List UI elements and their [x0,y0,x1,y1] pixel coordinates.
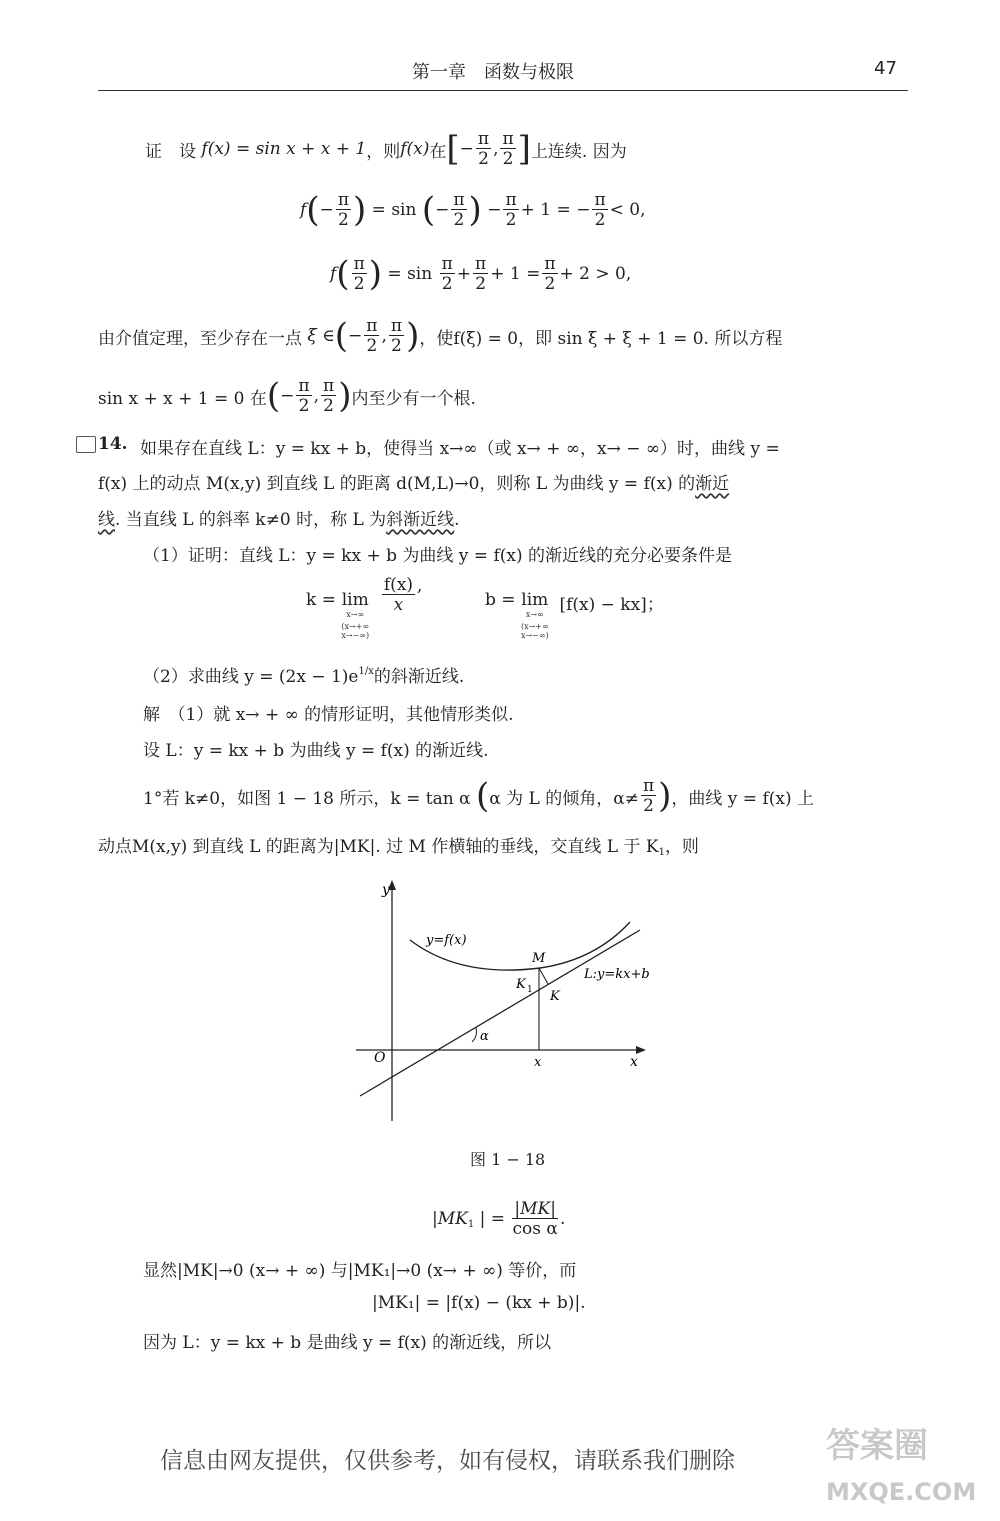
x-label: x [630,1054,638,1070]
proof-intro: 证 设 [145,141,196,162]
figure-asymptote [340,876,660,1126]
disclaimer-footer: 信息由网友提供，仅供参考，如有侵权，请联系我们删除 [160,1448,735,1474]
curve-label: y=f(x) [426,933,467,948]
header-rule [98,90,908,91]
proof-line-5: sin x + x + 1 = 0 在 ( − $\frac{\pi}{2}$ , $\frac{\pi}{2}$ ) 内至少有一个根. [98,375,476,416]
proof-line-1: 证 设 f(x) = sin x + x + 1 ，则 f(x) 在 [ − $\frac{\pi}{2}$ , $\frac{\pi}{2}$ ] 上连续. 因为 [145,128,627,169]
problem-line-1: 如果存在直线 L：y = kx + b，使得当 x→∞（或 x→ + ∞，x→ − ∞）时，曲线 y = [140,439,780,459]
perpendicular-segment [539,968,548,984]
watermark-logo: 答案圈 [826,1426,928,1466]
question-1: （1）证明：直线 L：y = kx + b 为曲线 y = f(x) 的渐近线的充分必要条件是 [143,546,732,566]
interval-bracket: [ [446,129,460,169]
solution-line-2: 设 L：y = kx + b 为曲线 y = f(x) 的渐近线. [143,741,489,761]
equation-2: f ( $\frac{\pi}{2}$ ) = sin $\frac{\pi}{2}$ + $\frac{\pi}{2}$ + 1 = $\frac{\pi}{2}$ + 2 > 0, [330,253,632,294]
equation-mk1-distance: |MK₁| = |f(x) − (kx + b)|. [372,1293,586,1313]
problem-number: 14. [98,434,128,454]
solution-line-3: 1°若 k≠0，如图 1 − 18 所示，k = tan α ( α 为 L 的倾角，α≠ $\frac{\pi}{2}$ ) ，曲线 y = f(x) 上 [143,775,814,816]
interval-bracket: ] [517,129,531,169]
problem-line-2: f(x) 上的动点 M(x,y) 到直线 L 的距离 d(M,L)→0，则称 L 为曲线 y = f(x) 的渐近 [98,474,730,494]
fraction: $\frac{\pi}{2}$ [477,128,490,169]
alpha-label: α [480,1029,489,1044]
equation-mk1: $|MK_1$ | = $\frac{|MK|}{\text{cos α}}$ . [432,1198,566,1239]
limit-formula-b: b = lim x→∞ (x→+∞ x→−∞) [f(x) − kx]； [485,590,664,640]
fraction: $\frac{\pi}{2}$ [502,128,514,169]
proof-in: 在 [429,141,447,162]
proof-then: ，则 [366,141,401,162]
final-line: 因为 L：y = kx + b 是曲线 y = f(x) 的渐近线，所以 [143,1333,552,1353]
point-k1-label: K [516,977,526,992]
watermark-url: MXQE.COM [826,1478,977,1506]
solution-line-1: 解 （1）就 x→ + ∞ 的情形证明，其他情形类似. [143,705,514,725]
x-tick-label: x [534,1055,542,1070]
figure-caption: 图 1 − 18 [470,1150,546,1169]
solution-line-4: 动点M(x,y) 到直线 L 的距离为|MK|. 过 M 作横轴的垂线，交直线 L 于 $K_1$，则 [98,837,699,858]
chapter-title: 第一章 函数与极限 [412,62,574,83]
function-ref: f(x) [400,139,430,159]
problem-line-3: 线. 当直线 L 的斜率 k≠0 时，称 L 为斜渐近线. [98,510,460,530]
function-def: f(x) = sin x + x + 1 [201,139,367,159]
proof-continuous: 上连续. 因为 [530,141,627,162]
equivalence-line: 显然|MK|→0 (x→ + ∞) 与|MK₁|→0 (x→ + ∞) 等价，而 [143,1261,577,1281]
line-label: L:y=kx+b [584,967,650,982]
point-m-label: M [532,951,546,966]
equation-1: f ( − $\frac{\pi}{2}$ ) = sin ( − $\frac{\pi}{2}$ ) − $\frac{\pi}{2}$ + 1 = − $\frac{\pi}{2}$ < 0, [300,189,646,230]
proof-line-4: 由介值定理，至少存在一点 ξ ∈ ( − $\frac{\pi}{2}$ , $\frac{\pi}{2}$ ) ，使 f(ξ) = 0，即 sin ξ + ξ + 1 = 0. 所以方程 [98,315,783,356]
asymptote-line [360,930,640,1096]
y-label: y [382,882,390,898]
question-2: （2）求曲线 $y = (2x - 1)e^{1/x}$的斜渐近线. [143,666,465,687]
page-number: 47 [874,58,897,79]
point-k-label: K [550,989,560,1004]
point-k1-subscript: 1 [527,985,533,995]
x-axis-arrow [636,1046,646,1054]
origin-label: O [374,1050,386,1066]
neg-sign: − [459,139,474,159]
limit-formula-k: k = lim x→∞ (x→+∞ x→−∞) $\frac{f(x)}{x}$ , [306,575,423,640]
angle-arc [472,1028,477,1042]
exercise-icon [76,436,96,453]
